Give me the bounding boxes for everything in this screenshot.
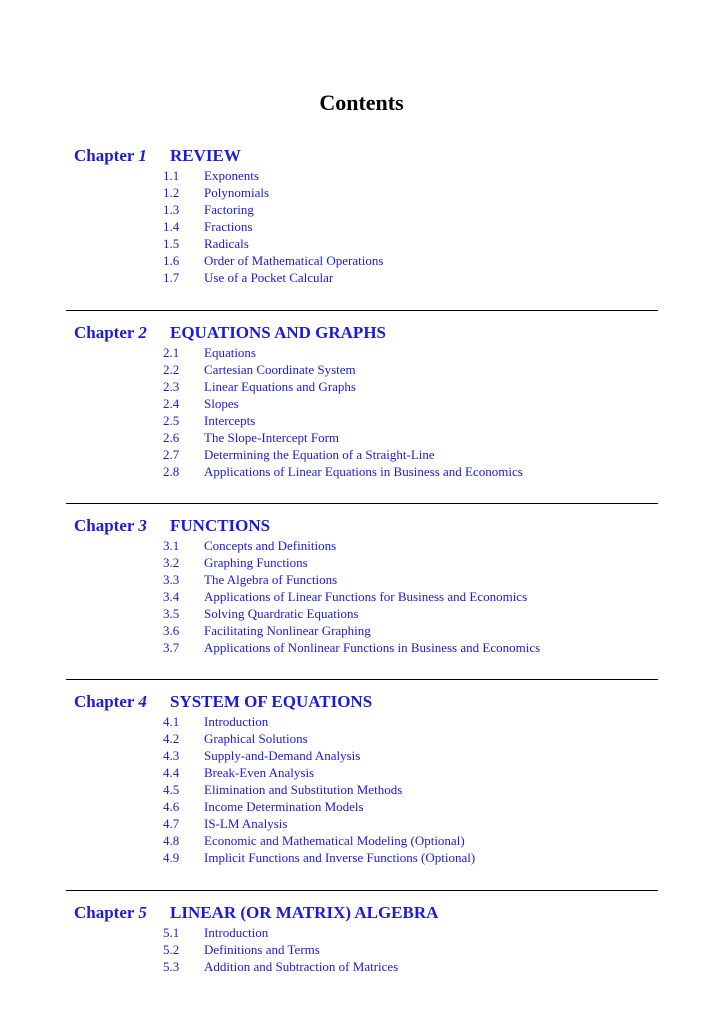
- chapter-heading[interactable]: [74, 514, 270, 538]
- toc-entry[interactable]: [163, 167, 383, 184]
- section-title: Polynomials: [204, 185, 270, 200]
- toc-entry[interactable]: [163, 344, 523, 361]
- section-title: Break-Even Analysis: [204, 765, 315, 780]
- section-number: 4.6: [163, 799, 180, 814]
- chapter-heading[interactable]: [74, 144, 241, 168]
- section-number: 2.3: [163, 379, 180, 394]
- section-title: Facilitating Nonlinear Graphing: [204, 623, 371, 638]
- toc-entry[interactable]: [163, 537, 540, 554]
- section-title: Intercepts: [204, 413, 256, 428]
- section-number: 1.4: [163, 219, 180, 234]
- toc-entry[interactable]: [163, 463, 523, 480]
- section-number: 4.3: [163, 748, 180, 763]
- section-title: Addition and Subtraction of Matrices: [204, 959, 399, 974]
- toc-entry[interactable]: [163, 941, 398, 958]
- section-title: Fractions: [204, 219, 253, 234]
- section-number: 1.1: [163, 168, 180, 183]
- chapter-label: Chapter: [74, 323, 135, 342]
- section-title: Equations: [204, 345, 256, 360]
- section-number: 1.2: [163, 185, 180, 200]
- chapter-title: LINEAR (OR MATRIX) ALGEBRA: [170, 903, 439, 922]
- section-number: 1.7: [163, 270, 180, 285]
- section-number: 1.5: [163, 236, 180, 251]
- toc-entry[interactable]: [163, 764, 475, 781]
- toc-entry[interactable]: [163, 639, 540, 656]
- chapter-heading[interactable]: [74, 901, 438, 925]
- section-number: 4.2: [163, 731, 180, 746]
- section-title: Applications of Linear Functions for Business and Economics: [204, 589, 528, 604]
- section-number: 4.1: [163, 714, 180, 729]
- section-list: [163, 167, 383, 286]
- toc-entry[interactable]: [163, 798, 475, 815]
- section-title: Determining the Equation of a Straight-Line: [204, 447, 435, 462]
- section-title: Applications of Nonlinear Functions in Business and Economics: [204, 640, 541, 655]
- section-title: The Slope-Intercept Form: [204, 430, 340, 445]
- chapter-number: 5: [138, 903, 147, 922]
- section-number: 4.5: [163, 782, 180, 797]
- toc-entry[interactable]: [163, 235, 383, 252]
- section-title: Radicals: [204, 236, 249, 251]
- section-number: 5.2: [163, 942, 180, 957]
- section-number: 3.2: [163, 555, 180, 570]
- chapter-number: 4: [138, 692, 147, 711]
- section-number: 3.7: [163, 640, 180, 655]
- toc-entry[interactable]: [163, 429, 523, 446]
- section-list: [163, 344, 523, 480]
- toc-entry[interactable]: [163, 446, 523, 463]
- chapter-number: 1: [138, 146, 147, 165]
- toc-entry[interactable]: [163, 184, 383, 201]
- toc-entry[interactable]: [163, 218, 383, 235]
- toc-entry[interactable]: [163, 252, 383, 269]
- chapter-divider: [66, 890, 658, 891]
- section-number: 3.6: [163, 623, 180, 638]
- chapter-title: FUNCTIONS: [170, 516, 271, 535]
- toc-entry[interactable]: [163, 924, 398, 941]
- section-number: 5.3: [163, 959, 180, 974]
- section-title: Exponents: [204, 168, 259, 183]
- section-title: Use of a Pocket Calcular: [204, 270, 334, 285]
- section-title: Concepts and Definitions: [204, 538, 337, 553]
- section-number: 5.1: [163, 925, 180, 940]
- section-title: Factoring: [204, 202, 254, 217]
- section-number: 2.5: [163, 413, 180, 428]
- toc-entry[interactable]: [163, 622, 540, 639]
- toc-entry[interactable]: [163, 361, 523, 378]
- chapter-label: Chapter: [74, 903, 135, 922]
- chapter-divider: [66, 679, 658, 680]
- section-number: 2.8: [163, 464, 180, 479]
- toc-entry[interactable]: [163, 605, 540, 622]
- chapter-title: EQUATIONS AND GRAPHS: [170, 323, 386, 342]
- chapter-heading[interactable]: [74, 321, 386, 345]
- section-number: 4.7: [163, 816, 180, 831]
- section-title: Economic and Mathematical Modeling (Optional): [204, 833, 465, 848]
- toc-entry[interactable]: [163, 571, 540, 588]
- section-title: Slopes: [204, 396, 239, 411]
- section-list: [163, 537, 540, 656]
- toc-entry[interactable]: [163, 588, 540, 605]
- section-title: The Algebra of Functions: [204, 572, 338, 587]
- section-number: 1.3: [163, 202, 180, 217]
- section-number: 2.7: [163, 447, 180, 462]
- section-number: 3.1: [163, 538, 180, 553]
- toc-entry[interactable]: [163, 554, 540, 571]
- section-number: 2.4: [163, 396, 180, 411]
- toc-entry[interactable]: [163, 832, 475, 849]
- section-title: Graphical Solutions: [204, 731, 308, 746]
- toc-entry[interactable]: [163, 201, 383, 218]
- section-title: Graphing Functions: [204, 555, 308, 570]
- chapter-label: Chapter: [74, 146, 135, 165]
- toc-entry[interactable]: [163, 730, 475, 747]
- section-title: Income Determination Models: [204, 799, 364, 814]
- toc-entry[interactable]: [163, 849, 475, 866]
- section-title: Supply-and-Demand Analysis: [204, 748, 361, 763]
- section-number: 3.3: [163, 572, 180, 587]
- toc-entry[interactable]: [163, 747, 475, 764]
- section-title: Introduction: [204, 925, 269, 940]
- page-title: Contents: [319, 90, 404, 115]
- toc-entry[interactable]: [163, 269, 383, 286]
- chapter-divider: [66, 503, 658, 504]
- section-number: 4.8: [163, 833, 180, 848]
- section-title: Elimination and Substitution Methods: [204, 782, 403, 797]
- section-title: Implicit Functions and Inverse Functions (Optional): [204, 850, 476, 865]
- section-title: Solving Quardratic Equations: [204, 606, 359, 621]
- section-number: 3.5: [163, 606, 180, 621]
- section-list: [163, 713, 475, 866]
- section-number: 1.6: [163, 253, 180, 268]
- section-number: 4.9: [163, 850, 180, 865]
- chapter-title: SYSTEM OF EQUATIONS: [170, 692, 373, 711]
- toc-entry[interactable]: [163, 815, 475, 832]
- section-title: IS-LM Analysis: [204, 816, 288, 831]
- toc-entry[interactable]: [163, 958, 398, 975]
- section-list: [163, 924, 398, 975]
- section-title: Definitions and Terms: [204, 942, 320, 957]
- toc-entry[interactable]: [163, 781, 475, 798]
- section-number: 4.4: [163, 765, 180, 780]
- toc-entry[interactable]: [163, 412, 523, 429]
- section-title: Applications of Linear Equations in Business and Economics: [204, 464, 523, 479]
- chapter-title: REVIEW: [170, 146, 241, 165]
- section-title: Linear Equations and Graphs: [204, 379, 356, 394]
- chapter-label: Chapter: [74, 692, 135, 711]
- section-title: Introduction: [204, 714, 269, 729]
- section-title: Order of Mathematical Operations: [204, 253, 384, 268]
- section-number: 2.6: [163, 430, 180, 445]
- section-title: Cartesian Coordinate System: [204, 362, 356, 377]
- section-number: 2.1: [163, 345, 180, 360]
- section-number: 2.2: [163, 362, 180, 377]
- chapter-divider: [66, 310, 658, 311]
- chapter-label: Chapter: [74, 516, 135, 535]
- chapter-number: 3: [138, 516, 147, 535]
- section-number: 3.4: [163, 589, 180, 604]
- chapter-number: 2: [138, 323, 147, 342]
- toc-entry[interactable]: [163, 378, 523, 395]
- toc-entry[interactable]: [163, 713, 475, 730]
- toc-entry[interactable]: [163, 395, 523, 412]
- chapter-heading[interactable]: [74, 690, 372, 714]
